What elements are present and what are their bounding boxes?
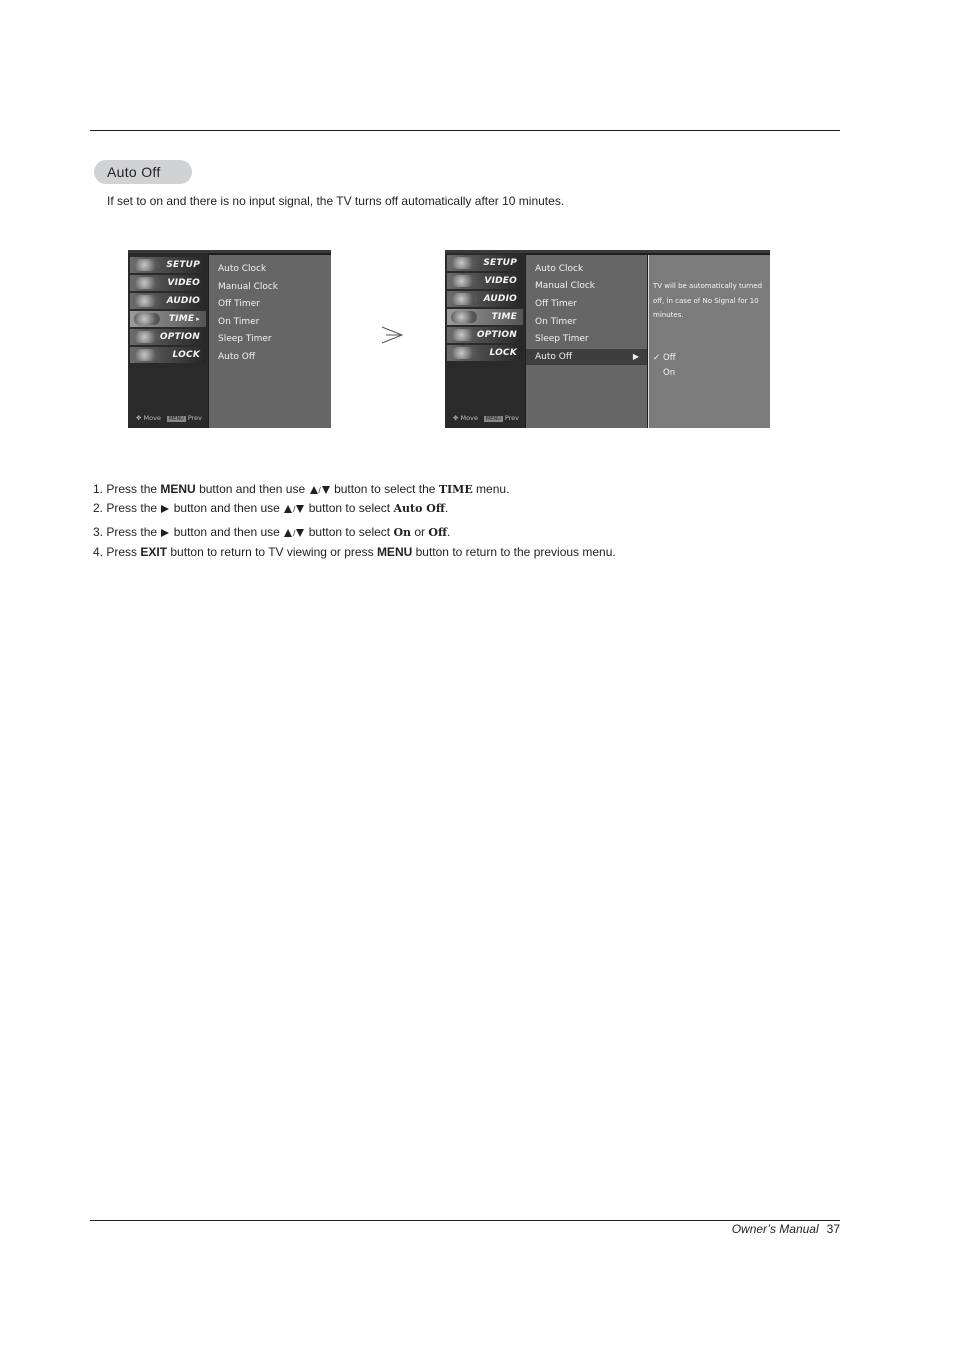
osd-auto-off-panel	[648, 255, 770, 428]
osd-category-time: TIME	[447, 309, 523, 325]
osd-time-submenu	[209, 255, 331, 428]
osd-item-on-timer: On Timer	[535, 317, 577, 327]
bottom-rule	[90, 1220, 840, 1221]
setup-icon	[451, 257, 477, 269]
osd-option-on: On	[663, 368, 676, 378]
osd-screen-before	[128, 250, 331, 428]
osd-item-sleep-timer: Sleep Timer	[218, 334, 272, 344]
osd-item-off-timer: Off Timer	[535, 299, 577, 309]
step-2: 2. Press the button and then use / button to select Auto Off.	[93, 501, 449, 515]
menu-key-icon: MENU	[168, 416, 184, 422]
osd-screen-after	[445, 250, 770, 428]
time-icon	[451, 311, 477, 323]
play-right-icon: ▶	[632, 352, 639, 361]
osd-item-auto-clock: Auto Clock	[535, 264, 584, 274]
move-arrows-icon: ✥	[453, 414, 459, 422]
up-arrow-icon	[309, 485, 319, 495]
section-title-pill: Auto Off	[94, 160, 192, 184]
intro-text: If set to on and there is no input signal, the TV turns off automatically after 10 minutes.	[107, 194, 565, 208]
osd-category-audio: AUDIO	[447, 291, 523, 307]
osd-item-sleep-timer: Sleep Timer	[535, 334, 589, 344]
osd-category-setup: SETUP	[130, 257, 206, 273]
osd-item-on-timer: On Timer	[218, 317, 260, 327]
option-icon	[451, 329, 477, 341]
audio-icon	[134, 295, 160, 307]
page-number: 37	[826, 1222, 840, 1236]
footer-label: Owner’s Manual	[731, 1222, 819, 1236]
osd-item-auto-off-selected: Auto Off ▶	[526, 349, 647, 365]
osd-category-option: OPTION	[130, 329, 206, 345]
osd-category-video: VIDEO	[130, 275, 206, 291]
lock-icon	[134, 349, 160, 361]
video-icon	[134, 277, 160, 289]
osd-item-off-timer: Off Timer	[218, 299, 260, 309]
step-1: 1. Press the MENU button and then use / button to select the TIME menu.	[93, 482, 510, 496]
up-arrow-icon	[283, 528, 293, 538]
time-icon	[134, 313, 160, 325]
osd-category-video: VIDEO	[447, 273, 523, 289]
osd-category-lock: LOCK	[447, 345, 523, 361]
osd-category-sidebar	[128, 253, 208, 428]
osd-item-auto-clock: Auto Clock	[218, 264, 267, 274]
right-arrow-icon	[160, 504, 170, 514]
osd-category-setup: SETUP	[447, 255, 523, 271]
down-arrow-icon	[295, 528, 305, 538]
step-3: 3. Press the button and then use / button to select On or Off.	[93, 525, 451, 539]
move-arrows-icon: ✥	[136, 414, 142, 422]
lock-icon	[451, 347, 477, 359]
setup-icon	[134, 259, 160, 271]
osd-nav-hint: ✥ Move MENU Prev	[453, 414, 520, 422]
step-4: 4. Press EXIT button to return to TV viewing or press MENU button to return to the previous menu.	[93, 545, 616, 559]
osd-item-manual-clock: Manual Clock	[535, 281, 596, 291]
osd-nav-hint: ✥ Move MENU Prev	[136, 414, 203, 422]
osd-item-manual-clock: Manual Clock	[218, 282, 279, 292]
option-icon	[134, 331, 160, 343]
osd-category-audio: AUDIO	[130, 293, 206, 309]
osd-time-submenu	[526, 255, 647, 428]
osd-item-auto-off: Auto Off	[218, 352, 256, 362]
top-rule	[90, 130, 840, 131]
menu-key-icon: MENU	[485, 416, 501, 422]
osd-category-lock: LOCK	[130, 347, 206, 363]
audio-icon	[451, 293, 477, 305]
next-step-arrow-icon	[380, 325, 404, 345]
down-arrow-icon	[295, 504, 305, 514]
down-arrow-icon	[321, 485, 331, 495]
checkmark-icon: ✓	[653, 353, 661, 363]
right-arrow-icon	[160, 528, 170, 538]
osd-info-message: TV will be automatically turned off, in case of No Signal for 10 minutes.	[653, 282, 763, 319]
up-arrow-icon	[283, 504, 293, 514]
osd-category-sidebar	[445, 253, 525, 428]
page-footer	[732, 1222, 840, 1236]
chevron-right-icon: ▸	[196, 315, 200, 323]
osd-option-off: ✓ Off	[653, 353, 676, 363]
osd-category-option: OPTION	[447, 327, 523, 343]
osd-category-time: TIME ▸	[130, 311, 206, 327]
video-icon	[451, 275, 477, 287]
